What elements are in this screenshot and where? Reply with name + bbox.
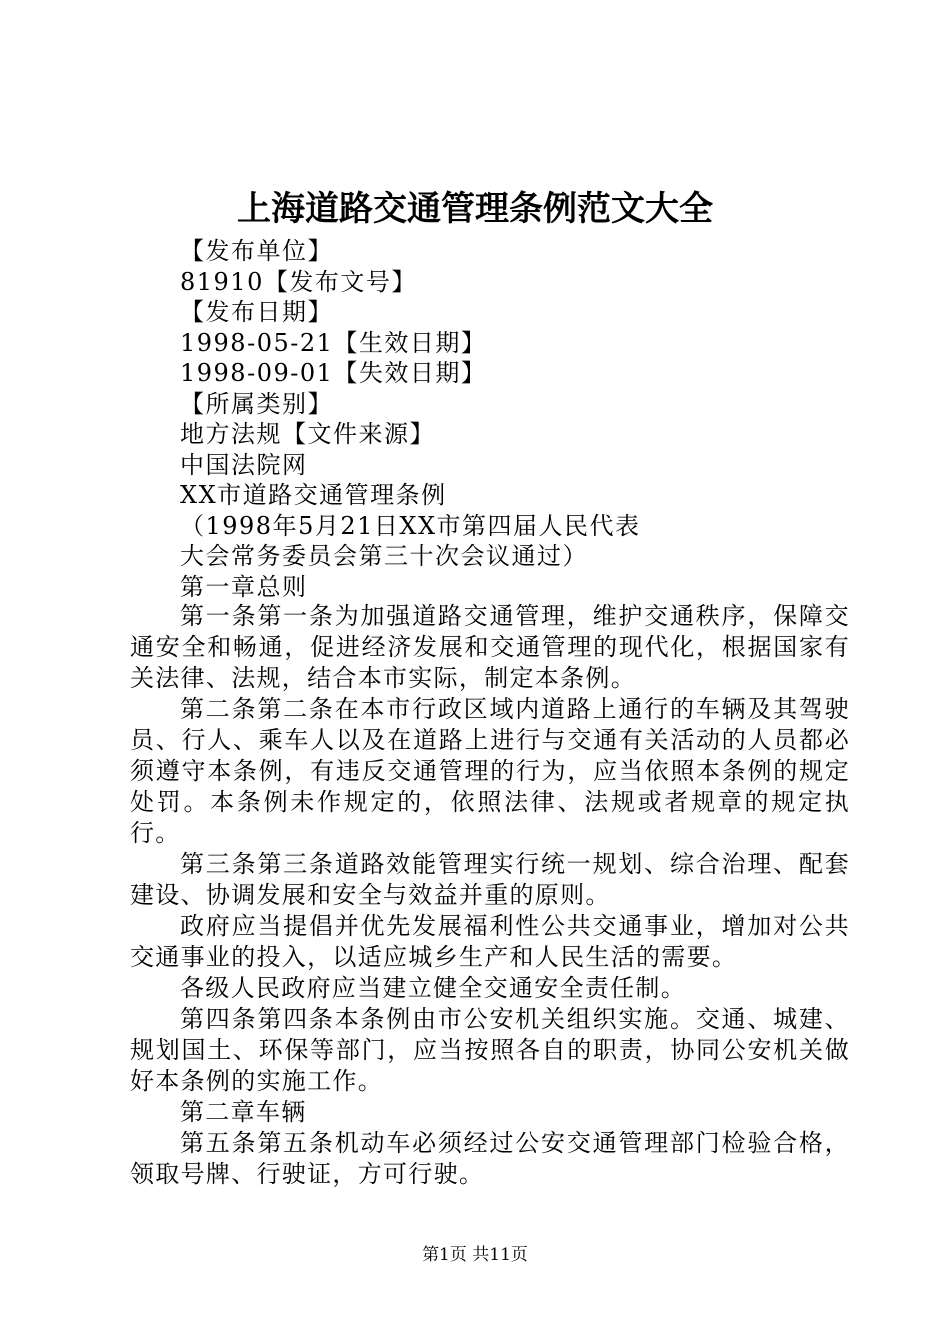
article-paragraph: 第三条第三条道路效能管理实行统一规划、综合治理、配套建设、协调发展和安全与效益并重的原则。	[130, 850, 850, 909]
meta-line: （1998年5月21日XX市第四届人民代表	[180, 511, 641, 540]
meta-line: 【所属类别】	[180, 389, 333, 418]
meta-line: 中国法院网	[180, 450, 308, 479]
meta-line: XX市道路交通管理条例	[180, 481, 447, 509]
article-paragraph: 政府应当提倡并优先发展福利性公共交通事业，增加对公共交通事业的投入，以适应城乡生产和人民生活的需要。	[130, 912, 850, 971]
article-paragraph: 第二条第二条在本市行政区域内道路上通行的车辆及其驾驶员、行人、乘车人以及在道路上进行与交通有关活动的人员都必须遵守本条例，有违反交通管理的行为，应当依照本条例的规定处罚。本条例未作规定的，依照法律、法规或者规章的规定执行。	[130, 695, 850, 847]
document-body	[130, 601, 850, 1190]
page-footer: 第1页 共11页	[422, 1245, 528, 1265]
document-title: 上海道路交通管理条例范文大全	[237, 189, 713, 229]
meta-line: 81910【发布文号】	[180, 267, 417, 296]
article-paragraph: 第五条第五条机动车必须经过公安交通管理部门检验合格，领取号牌、行驶证，方可行驶。	[130, 1129, 850, 1188]
article-paragraph: 第一条第一条为加强道路交通管理，维护交通秩序，保障交通安全和畅通，促进经济发展和交通管理的现代化，根据国家有关法律、法规，结合本市实际，制定本条例。	[130, 602, 850, 692]
article-paragraph: 第四条第四条本条例由市公安机关组织实施。交通、城建、规划国土、环保等部门，应当按照各自的职责，协同公安机关做好本条例的实施工作。	[130, 1005, 850, 1095]
meta-line: 1998-09-01【失效日期】	[180, 359, 487, 387]
chapter-heading: 第二章车辆	[180, 1098, 307, 1126]
meta-line: 大会常务委员会第三十次会议通过）	[180, 542, 588, 570]
meta-line: 1998-05-21【生效日期】	[180, 328, 487, 357]
document-meta	[180, 236, 860, 602]
meta-line: 【发布日期】	[180, 298, 333, 326]
meta-line: 地方法规【文件来源】	[180, 420, 435, 448]
article-paragraph: 各级人民政府应当建立健全交通安全责任制。	[180, 974, 686, 1002]
meta-line: 【发布单位】	[180, 237, 333, 265]
chapter-heading: 第一章总则	[180, 572, 308, 601]
